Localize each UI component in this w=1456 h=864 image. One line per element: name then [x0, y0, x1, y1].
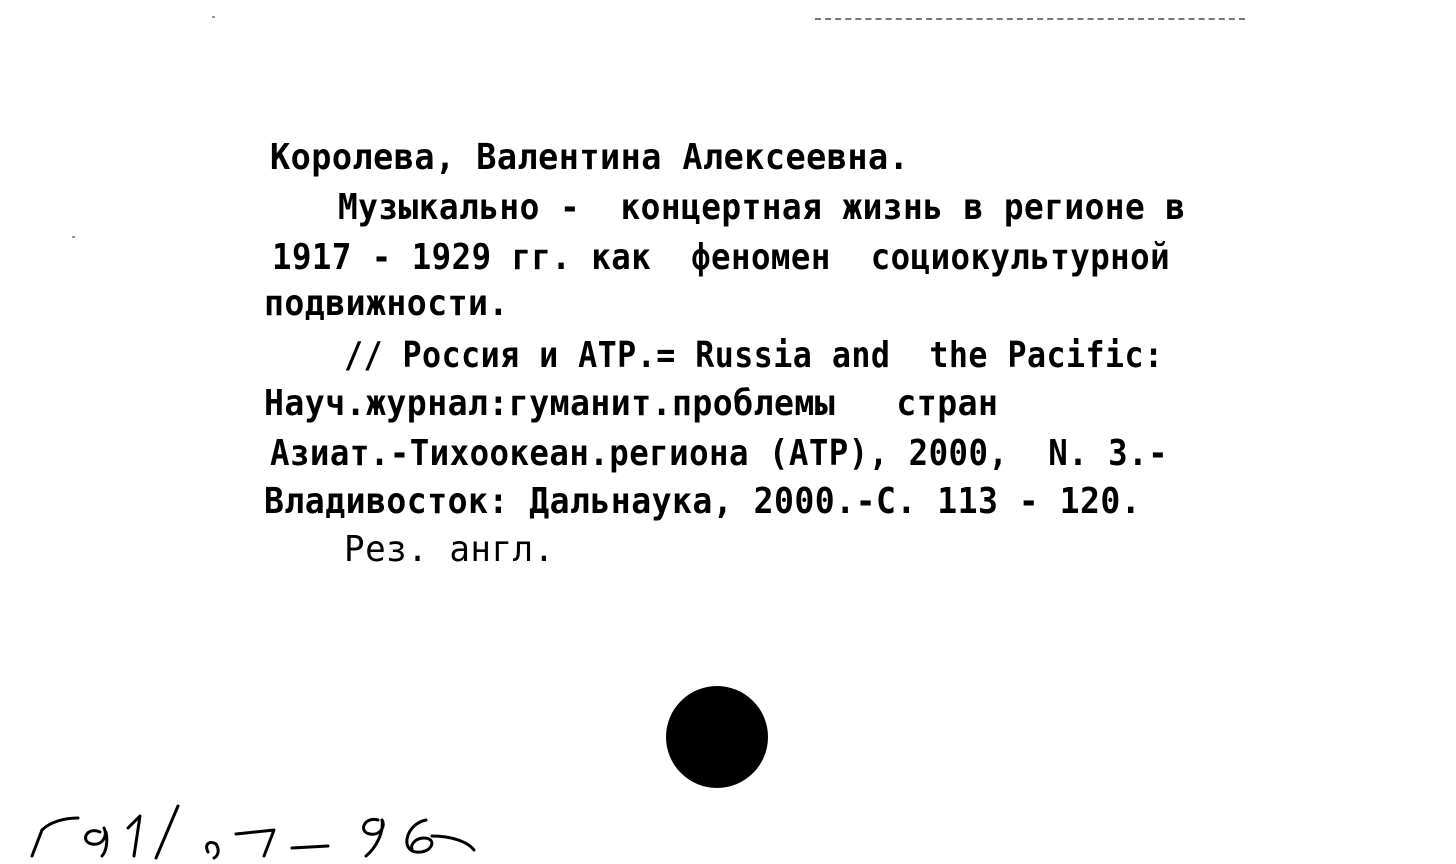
- source-line-2: Науч.журнал:гуманит.проблемы стран: [264, 383, 999, 424]
- handwritten-shelf-mark: [28, 776, 478, 858]
- author-line: Королева, Валентина Алексеевна.: [270, 137, 910, 178]
- source-line-1: // Россия и АТР.= Russia and the Pacific:: [344, 335, 1164, 376]
- scan-mark-top: [815, 18, 1245, 20]
- source-line-3: Азиат.-Тихоокеан.региона (АТР), 2000, N. 3.-: [270, 433, 1169, 474]
- punch-hole: [666, 686, 768, 788]
- title-line-3: подвижности.: [264, 283, 509, 324]
- scan-dot: [72, 236, 75, 238]
- scan-dot: [212, 16, 215, 18]
- title-line-1: Музыкально - концертная жизнь в регионе в: [338, 187, 1186, 228]
- source-line-4: Владивосток: Дальнаука, 2000.-С. 113 - 120.: [264, 481, 1142, 522]
- title-line-2: 1917 - 1929 гг. как феномен социокультурной: [272, 237, 1171, 278]
- summary-note: Рез. англ.: [344, 529, 555, 570]
